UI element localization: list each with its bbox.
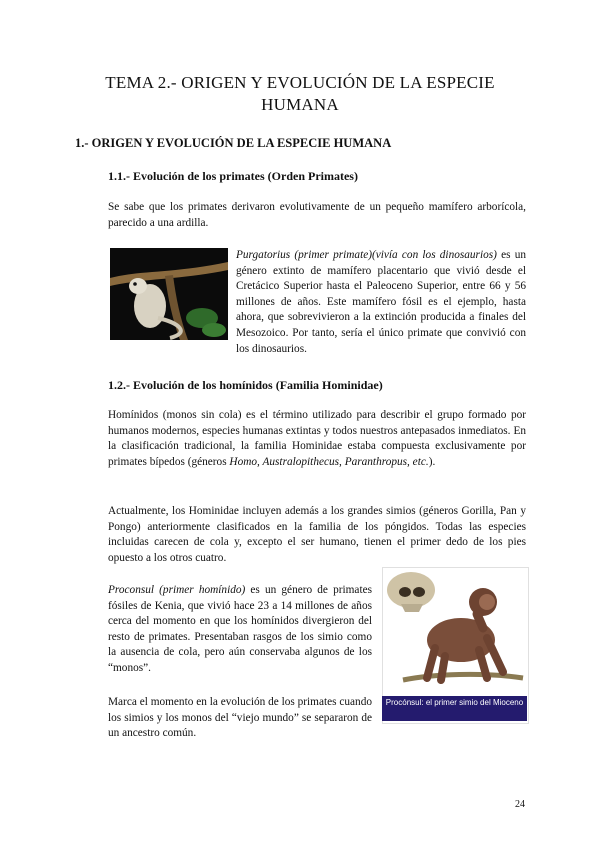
hominids-text-a: Homínidos (monos sin cola) es el término utilizado para describir el grupo formado por humanos modernos, especies humanas extintas y todos nuestros antepasados inmediatos. En la clasificación tradicional, la familia Hominidae estaba compuesta exclusivamente por primates bípedos (géneros xyxy=(108,409,526,468)
paragraph-divergence: Marca el momento en la evolución de los primates cuando los simios y los monos del “viejo mundo” se separaron de un ancestro común. xyxy=(108,696,372,740)
hominids-genera: Homo, Australopithecus, Paranthropus, etc. xyxy=(229,455,429,468)
paragraph-hominids xyxy=(108,408,526,470)
subsection-heading-hominids: 1.2.- Evolución de los homínidos (Familia Hominidae) xyxy=(108,378,383,392)
purgatorius-image xyxy=(110,248,228,340)
subsection-heading-primates: 1.1.- Evolución de los primates (Orden Primates) xyxy=(108,169,358,183)
proconsul-illustration xyxy=(383,568,528,698)
proconsul-term: Proconsul (primer homínido) xyxy=(108,584,246,596)
purgatorius-term: Purgatorius (primer primate)(vivía con los dinosaurios) xyxy=(236,249,497,261)
purgatorius-description: es un género extinto de mamífero placentario que vivió desde el Cretácico Superior hasta el Paleoceno Superior, entre 66 y 56 millones de años. Este mamífero fósil es el ejemplo, hasta ahora, que sobrevivieron a la extinción producida a finales del Mesozoico. Por tanto, sería el único primate que convivió con los dinosaurios. xyxy=(236,249,526,355)
page-title: TEMA 2.- ORIGEN Y EVOLUCIÓN DE LA ESPECIE HUMANA xyxy=(105,73,495,114)
proconsul-caption: Procónsul: el primer simio del Mioceno xyxy=(382,696,527,721)
hominids-text-b: ). xyxy=(428,455,436,468)
section-heading: 1.- ORIGEN Y EVOLUCIÓN DE LA ESPECIE HUMANA xyxy=(75,136,392,150)
paragraph-hominidae-today: Actualmente, los Hominidae incluyen además a los grandes simios (géneros Gorilla, Pan y Pongo) anteriormente clasificados en la familia de los póngidos. Todas las especies incluidas carecen de cola y, excepto el ser humano, tienen el primer dedo de los pies opuesto a los otros cuatro. xyxy=(108,505,526,564)
purgatorius-illustration xyxy=(110,248,228,340)
page-number: 24 xyxy=(515,799,525,810)
paragraph-primates-intro: Se sabe que los primates derivaron evolutivamente de un pequeño mamífero arborícola, parecido a una ardilla. xyxy=(108,201,526,229)
paragraph-proconsul xyxy=(108,583,372,677)
proconsul-description: es un género de primates fósiles de Kenia, que vivió hace 23 a 14 millones de años cerca del momento en que los homínidos divergieron del resto de primates. Presentaban rasgos de los simio como la ausencia de cola, pero aún conservaba algunos de los “monos”. xyxy=(108,584,372,674)
paragraph-purgatorius xyxy=(236,248,526,357)
